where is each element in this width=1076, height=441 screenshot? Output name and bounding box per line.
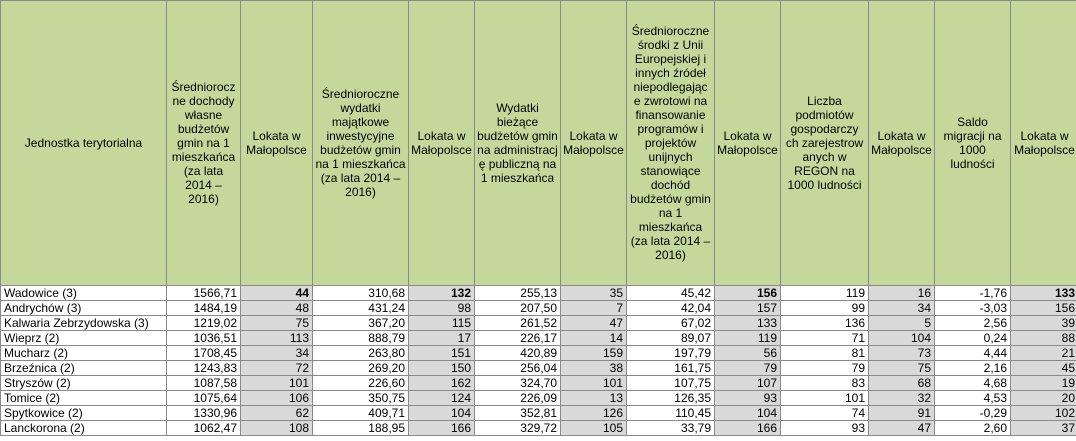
- rank-cell: 108: [241, 421, 313, 436]
- value-cell: 79: [781, 361, 869, 376]
- value-cell: 4,68: [935, 376, 1011, 391]
- value-cell: 409,71: [313, 406, 409, 421]
- value-cell: 99: [781, 301, 869, 316]
- rank-cell: 47: [561, 316, 627, 331]
- value-cell: 2,56: [935, 316, 1011, 331]
- rank-cell: 56: [715, 346, 781, 361]
- table-row: [1, 301, 1076, 316]
- value-cell: 2,60: [935, 421, 1011, 436]
- value-cell: 67,02: [627, 316, 715, 331]
- header-rank-column: Lokata w Małopolsce: [715, 1, 781, 286]
- value-cell: -0,29: [935, 406, 1011, 421]
- value-cell: 4,53: [935, 391, 1011, 406]
- table-header: [1, 1, 1076, 286]
- value-cell: 420,89: [475, 346, 561, 361]
- rank-cell: 73: [869, 346, 935, 361]
- value-cell: 136: [781, 316, 869, 331]
- table-row: [1, 286, 1076, 301]
- rank-cell: 104: [409, 406, 475, 421]
- table-row: [1, 421, 1076, 436]
- value-cell: 1708,45: [167, 346, 241, 361]
- table-row: [1, 331, 1076, 346]
- rank-cell: 106: [241, 391, 313, 406]
- value-cell: 1219,02: [167, 316, 241, 331]
- header-indicator-column: Wydatki bieżące budżetów gmin na administracj ę publiczną na 1 mieszkańca: [475, 1, 561, 286]
- value-cell: 367,20: [313, 316, 409, 331]
- table-body: [1, 286, 1076, 436]
- rank-cell: 5: [869, 316, 935, 331]
- value-cell: 161,75: [627, 361, 715, 376]
- rank-cell: 133: [715, 316, 781, 331]
- value-cell: 2,16: [935, 361, 1011, 376]
- rank-cell: 32: [869, 391, 935, 406]
- value-cell: 42,04: [627, 301, 715, 316]
- value-cell: 119: [781, 286, 869, 301]
- header-rank-column: Lokata w Małopolsce: [409, 1, 475, 286]
- value-cell: 197,79: [627, 346, 715, 361]
- header-indicator-column: Średniorocz ne dochody własne budżetów gmin na 1 mieszkańca (za lata 2014 – 2016): [167, 1, 241, 286]
- rank-cell: 37: [1011, 421, 1076, 436]
- unit-name-cell: Spytkowice (2): [1, 406, 167, 421]
- rank-cell: 72: [241, 361, 313, 376]
- header-indicator-column: Średnioroczne wydatki majątkowe inwestycyjne budżetów gmin na 1 mieszkańca (za lata 2014 – 2016): [313, 1, 409, 286]
- rank-cell: 48: [241, 301, 313, 316]
- value-cell: 83: [781, 376, 869, 391]
- rank-cell: 101: [561, 376, 627, 391]
- header-indicator-column: Liczba podmiotów gospodarczy ch zarejestrow anych w REGON na 1000 ludności: [781, 1, 869, 286]
- rank-cell: 162: [409, 376, 475, 391]
- rank-cell: 45: [1011, 361, 1076, 376]
- rank-cell: 19: [1011, 376, 1076, 391]
- rank-cell: 113: [241, 331, 313, 346]
- value-cell: 263,80: [313, 346, 409, 361]
- table-row: [1, 376, 1076, 391]
- table-row: [1, 346, 1076, 361]
- rank-cell: 124: [409, 391, 475, 406]
- value-cell: 1062,47: [167, 421, 241, 436]
- header-row: [1, 1, 1076, 286]
- unit-name-cell: Wadowice (3): [1, 286, 167, 301]
- rank-cell: 107: [715, 376, 781, 391]
- rank-cell: 39: [1011, 316, 1076, 331]
- unit-name-cell: Stryszów (2): [1, 376, 167, 391]
- rank-cell: 91: [869, 406, 935, 421]
- unit-name-cell: Lanckorona (2): [1, 421, 167, 436]
- rank-cell: 20: [1011, 391, 1076, 406]
- header-indicator-column: Saldo migracji na 1000 ludności: [935, 1, 1011, 286]
- header-rank-column: Lokata w Małopolsce: [561, 1, 627, 286]
- value-cell: 107,75: [627, 376, 715, 391]
- value-cell: 1087,58: [167, 376, 241, 391]
- rank-cell: 150: [409, 361, 475, 376]
- value-cell: 226,09: [475, 391, 561, 406]
- table-row: [1, 406, 1076, 421]
- rank-cell: 75: [241, 316, 313, 331]
- rank-cell: 166: [409, 421, 475, 436]
- rank-cell: 44: [241, 286, 313, 301]
- value-cell: 71: [781, 331, 869, 346]
- rank-cell: 79: [715, 361, 781, 376]
- rank-cell: 126: [561, 406, 627, 421]
- value-cell: 226,60: [313, 376, 409, 391]
- rank-cell: 159: [561, 346, 627, 361]
- value-cell: 93: [781, 421, 869, 436]
- rank-cell: 132: [409, 286, 475, 301]
- unit-name-cell: Andrychów (3): [1, 301, 167, 316]
- rank-cell: 156: [715, 286, 781, 301]
- rank-cell: 115: [409, 316, 475, 331]
- rank-cell: 156: [1011, 301, 1076, 316]
- value-cell: 226,17: [475, 331, 561, 346]
- value-cell: 261,52: [475, 316, 561, 331]
- rank-cell: 17: [409, 331, 475, 346]
- rank-cell: 98: [409, 301, 475, 316]
- unit-name-cell: Tomice (2): [1, 391, 167, 406]
- value-cell: 350,75: [313, 391, 409, 406]
- header-rank-column: Lokata w Małopolsce: [241, 1, 313, 286]
- unit-name-cell: Brzeźnica (2): [1, 361, 167, 376]
- rank-cell: 68: [869, 376, 935, 391]
- value-cell: 256,04: [475, 361, 561, 376]
- value-cell: 126,35: [627, 391, 715, 406]
- rank-cell: 7: [561, 301, 627, 316]
- value-cell: 1330,96: [167, 406, 241, 421]
- unit-name-cell: Kalwaria Zebrzydowska (3): [1, 316, 167, 331]
- table-row: [1, 361, 1076, 376]
- value-cell: 0,24: [935, 331, 1011, 346]
- rank-cell: 104: [869, 331, 935, 346]
- value-cell: 329,72: [475, 421, 561, 436]
- rank-cell: 133: [1011, 286, 1076, 301]
- rank-cell: 21: [1011, 346, 1076, 361]
- value-cell: 1484,19: [167, 301, 241, 316]
- rank-cell: 166: [715, 421, 781, 436]
- value-cell: 101: [781, 391, 869, 406]
- rank-cell: 38: [561, 361, 627, 376]
- rank-cell: 102: [1011, 406, 1076, 421]
- value-cell: 255,13: [475, 286, 561, 301]
- rank-cell: 93: [715, 391, 781, 406]
- rank-cell: 119: [715, 331, 781, 346]
- unit-name-cell: Mucharz (2): [1, 346, 167, 361]
- rank-cell: 47: [869, 421, 935, 436]
- value-cell: -3,03: [935, 301, 1011, 316]
- rank-cell: 34: [869, 301, 935, 316]
- rank-cell: 151: [409, 346, 475, 361]
- value-cell: 1036,51: [167, 331, 241, 346]
- header-territorial-unit: Jednostka terytorialna: [1, 1, 167, 286]
- rank-cell: 34: [241, 346, 313, 361]
- header-indicator-column: Średnioroczne środki z Unii Europejskiej i innych źródeł niepodlegając e zwrotowi na finansowanie programów i projektów unijnych stanowiące dochód budżetów gmin na 1 mieszkańca (za lata 2014 – 2016): [627, 1, 715, 286]
- value-cell: 188,95: [313, 421, 409, 436]
- header-rank-column: Lokata w Małopolsce: [869, 1, 935, 286]
- table-row: [1, 391, 1076, 406]
- value-cell: 352,81: [475, 406, 561, 421]
- value-cell: 1566,71: [167, 286, 241, 301]
- rank-cell: 16: [869, 286, 935, 301]
- value-cell: 4,44: [935, 346, 1011, 361]
- rank-cell: 62: [241, 406, 313, 421]
- rank-cell: 35: [561, 286, 627, 301]
- value-cell: 1075,64: [167, 391, 241, 406]
- value-cell: 89,07: [627, 331, 715, 346]
- header-rank-column: Lokata w Małopolsce: [1011, 1, 1076, 286]
- rank-cell: 105: [561, 421, 627, 436]
- rank-cell: 75: [869, 361, 935, 376]
- rank-cell: 101: [241, 376, 313, 391]
- value-cell: 45,42: [627, 286, 715, 301]
- value-cell: 324,70: [475, 376, 561, 391]
- table-row: [1, 316, 1076, 331]
- rank-cell: 104: [715, 406, 781, 421]
- unit-name-cell: Wieprz (2): [1, 331, 167, 346]
- rank-cell: 13: [561, 391, 627, 406]
- rank-cell: 157: [715, 301, 781, 316]
- value-cell: -1,76: [935, 286, 1011, 301]
- value-cell: 81: [781, 346, 869, 361]
- value-cell: 207,50: [475, 301, 561, 316]
- value-cell: 431,24: [313, 301, 409, 316]
- value-cell: 33,79: [627, 421, 715, 436]
- value-cell: 310,68: [313, 286, 409, 301]
- rank-cell: 14: [561, 331, 627, 346]
- value-cell: 1243,83: [167, 361, 241, 376]
- value-cell: 269,20: [313, 361, 409, 376]
- rank-cell: 88: [1011, 331, 1076, 346]
- value-cell: 888,79: [313, 331, 409, 346]
- value-cell: 110,45: [627, 406, 715, 421]
- value-cell: 74: [781, 406, 869, 421]
